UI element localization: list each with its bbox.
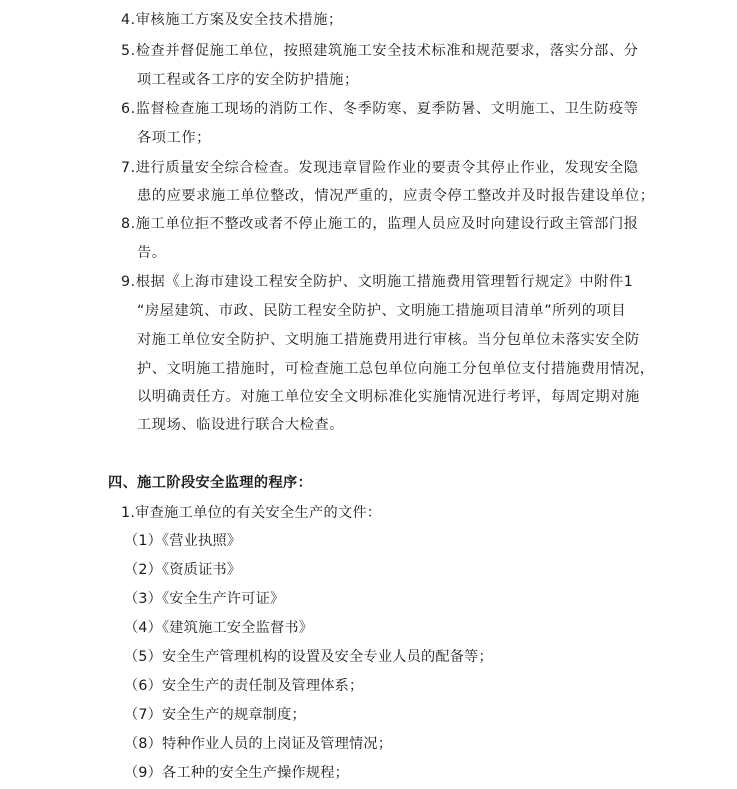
list-item-text: 对施工单位安全防护、文明施工措施费用进行审核。当分包单位未落实安全防: [137, 332, 640, 348]
list-item-5-line-2: [137, 70, 359, 90]
list-item-9-line-6: [137, 415, 344, 435]
list-item-9-line-5: [137, 387, 640, 407]
sub-item-title: 1.审查施工单位的有关安全生产的文件：: [121, 505, 382, 521]
document-item-4: （4）《建筑施工安全监督书》: [124, 620, 314, 636]
document-item-9: （9）各工种的安全生产操作规程；: [124, 765, 350, 781]
document-item-3: （3）《安全生产许可证》: [124, 591, 285, 607]
list-item-5-line-1: [121, 41, 639, 61]
list-item-4-line-1: [121, 10, 343, 30]
document-item-6: （6）安全生产的责任制及管理体系；: [124, 678, 364, 694]
list-item-text: “房屋建筑、市政、民防工程安全防护、文明施工措施项目清单”所列的项目: [137, 303, 627, 319]
list-item-number: 5.: [121, 43, 136, 59]
list-item-9-line-3: [137, 330, 640, 350]
list-item-8-line-1: [121, 214, 639, 234]
list-item-number: 4.: [121, 12, 136, 28]
list-item-9-line-1: [121, 272, 633, 292]
list-item-text: 进行质量安全综合检查。发现违章冒险作业的要责令其停止作业，发现安全隐: [135, 160, 639, 176]
list-item-text: 患的应要求施工单位整改，情况严重的，应责令停工整改并及时报告建设单位；: [137, 188, 655, 204]
list-item-text: 护、文明施工措施时，可检查施工总包单位向施工分包单位支付措施费用情况，: [137, 361, 655, 377]
list-item-text: 项工程或各工序的安全防护措施；: [137, 72, 359, 88]
list-item-6-line-1: [121, 99, 639, 119]
document-item-8: （8）特种作业人员的上岗证及管理情况；: [124, 736, 393, 752]
document-item-7: （7）安全生产的规章制度；: [124, 707, 306, 723]
list-item-text: 监督检查施工现场的消防工作、冬季防寒、夏季防暑、文明施工、卫生防疫等: [135, 101, 639, 117]
list-item-text: 告。: [137, 245, 167, 261]
list-item-8-line-2: [137, 243, 167, 263]
list-item-9-line-2: [137, 301, 626, 321]
list-item-7-line-2: [137, 186, 655, 206]
list-item-text: 以明确责任方。对施工单位安全文明标准化实施情况进行考评，每周定期对施: [137, 389, 640, 405]
list-item-text: 施工单位拒不整改或者不停止施工的，监理人员应及时向建设行政主管部门报: [135, 216, 639, 232]
list-item-number: 9.: [121, 274, 136, 290]
list-item-text: 根据《上海市建设工程安全防护、文明施工措施费用管理暂行规定》中附件1: [135, 274, 634, 290]
list-item-number: 8.: [121, 216, 136, 232]
list-item-9-line-4: [137, 359, 655, 379]
list-item-text: 检查并督促施工单位，按照建筑施工安全技术标准和规范要求，落实分部、分: [135, 43, 639, 59]
list-item-6-line-2: [137, 128, 211, 148]
list-item-number: 7.: [121, 160, 136, 176]
list-item-number: 6.: [121, 101, 136, 117]
list-item-7-line-1: [121, 158, 639, 178]
list-item-text: 各项工作；: [137, 130, 211, 146]
section-heading: 四、施工阶段安全监理的程序：: [108, 475, 313, 491]
document-item-2: （2）《资质证书》: [124, 562, 242, 578]
list-item-text: 审核施工方案及安全技术措施；: [135, 12, 343, 28]
document-item-1: （1）《营业执照》: [124, 533, 242, 549]
list-item-text: 工现场、临设进行联合大检查。: [137, 417, 345, 433]
document-item-5: （5）安全生产管理机构的设置及安全专业人员的配备等；: [124, 649, 493, 665]
